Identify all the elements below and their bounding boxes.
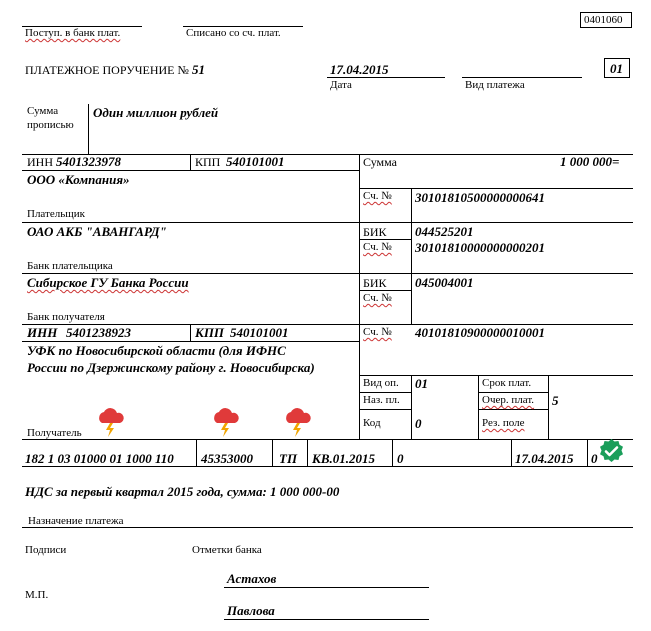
payment-type-label: Вид платежа	[465, 79, 525, 91]
grid-line-341	[22, 341, 359, 342]
storm-bolt-shape	[293, 423, 301, 437]
signer-1-line	[224, 587, 429, 588]
storm-cloud-icon	[96, 405, 126, 439]
payee-account-label-text: Сч. №	[363, 326, 392, 338]
payer-bank-bik-label: БИК	[363, 225, 387, 239]
payee-name-line-1: УФК по Новосибирской области (для ИФНС	[27, 343, 286, 358]
grid-vline-548	[548, 375, 549, 439]
payer-bank-account: 30101810000000000201	[415, 240, 545, 255]
payer-inn-label: ИНН	[27, 155, 53, 169]
payer-bank-account-label	[363, 242, 392, 253]
order-date: 17.04.2015	[330, 62, 389, 77]
code-label: Код	[363, 417, 381, 429]
grid-line-273	[22, 273, 633, 274]
reserve-label	[482, 418, 524, 429]
date-line	[327, 77, 445, 78]
op-type: 01	[415, 376, 428, 391]
tax-vline-2	[272, 439, 273, 466]
storm-cloud-icon	[283, 405, 313, 439]
grid-line-222	[22, 222, 633, 223]
tax-vline-4	[392, 439, 393, 466]
grid-line-409b	[478, 409, 548, 410]
purpose-code-label: Наз. пл.	[363, 394, 400, 406]
storm-cloud-shape	[286, 408, 311, 423]
storm-cloud-icon	[211, 405, 241, 439]
payee-kpp: 540101001	[230, 325, 289, 340]
grid-vline-190b	[190, 324, 191, 341]
tax-doc-date: 17.04.2015	[515, 451, 574, 466]
storm-cloud-shape	[99, 408, 124, 423]
seal-label: М.П.	[25, 589, 49, 601]
tax-oktmo: 45353000	[201, 451, 253, 466]
amount-words-label-2: прописью	[27, 119, 74, 131]
form-code: 0401060	[584, 14, 623, 26]
grid-line-239	[359, 239, 411, 240]
payee-bank-account-label	[363, 293, 392, 304]
code-value: 0	[415, 416, 422, 431]
purpose-label: Назначение платежа	[28, 515, 124, 527]
order-number: 51	[192, 62, 205, 77]
status-code-box	[604, 58, 630, 78]
tax-type: 0	[591, 451, 598, 466]
form-code-box	[580, 12, 632, 28]
received-in-bank-text: Поступ. в банк плат.	[25, 27, 121, 39]
tax-vline-1	[196, 439, 197, 466]
status-code: 01	[610, 61, 623, 76]
grid-vline-190a	[190, 154, 191, 170]
reserve-label-text: Рез. поле	[482, 417, 525, 429]
payer-name: ООО «Компания»	[27, 172, 130, 187]
grid-line-375	[359, 375, 633, 376]
tax-kbk: 182 1 03 01000 01 1000 110	[25, 451, 174, 466]
purpose-line	[22, 527, 633, 528]
grid-line-409a	[359, 409, 411, 410]
payee-name-line-2: России по Дзержинскому району г. Новосибирска)	[27, 360, 315, 375]
due-label: Срок плат.	[482, 377, 532, 389]
tax-vline-5	[511, 439, 512, 466]
payee-account: 40101810900000010001	[415, 325, 545, 340]
payee-inn-label: ИНН	[27, 325, 58, 340]
grid-vline-411b	[411, 375, 412, 439]
bank-marks-label: Отметки банка	[192, 544, 262, 556]
grid-line-170	[22, 170, 359, 171]
payee-inn: 5401238923	[66, 325, 131, 340]
payer-kpp: 540101001	[226, 154, 285, 169]
date-label: Дата	[330, 79, 352, 91]
payer-bank-name: ОАО АКБ "АВАНГАРД"	[27, 224, 167, 239]
signatures-label: Подписи	[25, 544, 67, 556]
payee-label: Получатель	[27, 427, 82, 439]
payee-kpp-label: КПП	[195, 325, 225, 340]
storm-bolt-shape	[106, 423, 114, 437]
payee-bank-name-text: Сибирское ГУ Банка России	[27, 275, 189, 290]
payer-bank-bik: 044525201	[415, 224, 474, 239]
grid-line-290	[359, 290, 411, 291]
grid-line-392a	[359, 392, 411, 393]
payee-account-label	[363, 327, 392, 338]
signer-1: Астахов	[227, 571, 277, 586]
payer-account-label-text: Сч. №	[363, 190, 392, 202]
payee-bank-label: Банк получателя	[27, 311, 105, 323]
amount-label: Сумма	[363, 155, 397, 169]
amount-value: 1 000 000=	[560, 154, 620, 169]
op-type-label: Вид оп.	[363, 377, 399, 389]
payer-kpp-label: КПП	[195, 155, 221, 169]
debited-label: Списано со сч. плат.	[186, 27, 281, 39]
amount-words-divider	[88, 104, 89, 154]
order-title: ПЛАТЕЖНОЕ ПОРУЧЕНИЕ №	[25, 63, 189, 77]
grid-line-188	[359, 188, 633, 189]
tax-vline-3	[307, 439, 308, 466]
grid-line-466	[22, 466, 633, 467]
payer-bank-account-label-text: Сч. №	[363, 241, 392, 253]
received-in-bank-label	[25, 28, 120, 39]
queue-label	[482, 395, 534, 406]
storm-bolt-shape	[221, 423, 229, 437]
amount-words-value: Один миллион рублей	[93, 105, 219, 120]
payer-label: Плательщик	[27, 208, 85, 220]
tax-doc-number: 0	[397, 451, 404, 466]
signer-2: Павлова	[227, 603, 275, 618]
payer-inn: 5401323978	[56, 154, 121, 169]
debited-line	[183, 26, 303, 27]
grid-vline-411a	[411, 188, 412, 324]
tax-basis: ТП	[279, 451, 298, 466]
tax-vline-6	[587, 439, 588, 466]
payer-account-label	[363, 191, 392, 202]
storm-cloud-shape	[214, 408, 239, 423]
queue-label-text: Очер. плат.	[482, 394, 535, 406]
payee-bank-name	[27, 276, 189, 289]
queue-value: 5	[552, 393, 559, 408]
payment-type-line	[462, 77, 582, 78]
purpose-text: НДС за первый квартал 2015 года, сумма: 1 000 000-00	[25, 484, 340, 499]
payer-account: 30101810500000000641	[415, 190, 545, 205]
payee-bank-bik-label: БИК	[363, 276, 387, 290]
payee-bank-account-label-text: Сч. №	[363, 292, 392, 304]
signer-2-line	[224, 619, 429, 620]
tax-period: КВ.01.2015	[312, 451, 375, 466]
payer-bank-label: Банк плательщика	[27, 260, 113, 272]
grid-vline-359	[359, 154, 360, 439]
check-badge-shape	[600, 439, 623, 462]
amount-words-label-1: Сумма	[27, 105, 59, 117]
check-badge-icon	[598, 438, 625, 464]
grid-line-439	[22, 439, 633, 440]
received-line	[22, 26, 142, 27]
payee-bank-bik: 045004001	[415, 275, 474, 290]
grid-vline-478	[478, 375, 479, 439]
grid-line-392b	[478, 392, 548, 393]
